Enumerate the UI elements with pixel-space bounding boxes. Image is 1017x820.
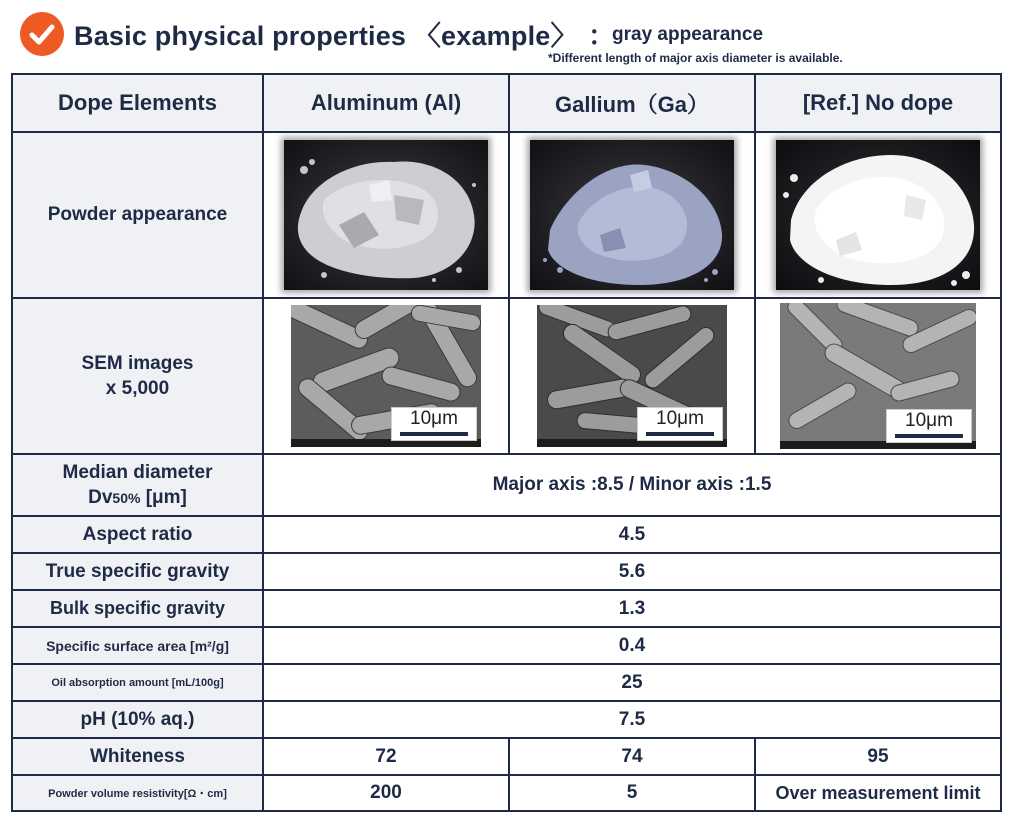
row-label-sem (12, 298, 263, 454)
oil-value: 25 (263, 664, 1001, 701)
resistivity-aluminum: 200 (263, 775, 509, 811)
row-label-whiteness: Whiteness (12, 738, 263, 775)
sem-image-aluminum (291, 305, 481, 447)
row-label-ph: pH (10% aq.) (12, 701, 263, 738)
sem-label-line2: x 5,000 (105, 378, 170, 399)
ssa-value: 0.4 (263, 627, 1001, 664)
resistivity-nodope: Over measurement limit (755, 775, 1001, 811)
table-row (12, 553, 1001, 590)
scale-bar (646, 432, 714, 436)
sem-image-gallium (537, 305, 727, 447)
scale-bar-label: 10μm (391, 407, 477, 441)
median-value: Major axis :8.5 / Minor axis :1.5 (263, 454, 1001, 516)
row-label-oil: Oil absorption amount [mL/100g] (12, 664, 263, 701)
scale-bar-label: 10μm (637, 407, 723, 441)
table-row (12, 775, 1001, 811)
properties-table (11, 73, 1002, 812)
median-label-line1: Median diameter (62, 461, 213, 483)
powder-photo-gallium (530, 140, 734, 290)
resistivity-gallium: 5 (509, 775, 755, 811)
column-header-dope: Dope Elements (12, 74, 263, 132)
powder-photo-gallium-cell (509, 132, 755, 298)
column-header-gallium: Gallium（Ga） (509, 74, 755, 132)
column-header-aluminum: Aluminum (Al) (263, 74, 509, 132)
whiteness-aluminum: 72 (263, 738, 509, 775)
sem-label-line1: SEM images (81, 353, 194, 374)
table-row (12, 132, 1001, 298)
row-label-powder: Powder appearance (12, 132, 263, 298)
true-sg-value: 5.6 (263, 553, 1001, 590)
whiteness-gallium: 74 (509, 738, 755, 775)
table-row (12, 590, 1001, 627)
powder-photo-aluminum-cell (263, 132, 509, 298)
footnote: *Different length of major axis diameter is available. (548, 51, 843, 65)
row-label-median (12, 454, 263, 516)
powder-photo-nodope-cell (755, 132, 1001, 298)
row-label-true-sg: True specific gravity (12, 553, 263, 590)
table-row (12, 298, 1001, 454)
table-row (12, 701, 1001, 738)
bulk-sg-value: 1.3 (263, 590, 1001, 627)
table-header-row (12, 74, 1001, 132)
check-circle-icon (20, 12, 64, 56)
aspect-value: 4.5 (263, 516, 1001, 553)
median-label-line2: Dv50% [μm] (88, 486, 187, 508)
table-row (12, 516, 1001, 553)
powder-photo-nodope (776, 140, 980, 290)
title-colon: ： (588, 21, 615, 51)
row-label-resistivity: Powder volume resistivity[Ω・cm] (12, 775, 263, 811)
row-label-aspect: Aspect ratio (12, 516, 263, 553)
scale-bar (400, 432, 468, 436)
page-subtitle: gray appearance (612, 24, 764, 45)
table-row (12, 454, 1001, 516)
column-header-nodope: [Ref.] No dope (755, 74, 1001, 132)
table-row (12, 627, 1001, 664)
powder-photo-aluminum (284, 140, 488, 290)
sem-image-nodope (780, 303, 976, 449)
table-row (12, 738, 1001, 775)
sem-image-aluminum-cell (263, 298, 509, 454)
row-label-bulk-sg: Bulk specific gravity (12, 590, 263, 627)
page-header (0, 0, 1017, 70)
properties-table-container (11, 73, 1000, 813)
table-row (12, 664, 1001, 701)
sem-image-gallium-cell (509, 298, 755, 454)
scale-bar (895, 434, 963, 438)
scale-bar-label: 10μm (886, 409, 972, 443)
ph-value: 7.5 (263, 701, 1001, 738)
page-title: Basic physical properties 〈example〉 (74, 21, 578, 51)
sem-image-nodope-cell (755, 298, 1001, 454)
row-label-ssa: Specific surface area [m²/g] (12, 627, 263, 664)
whiteness-nodope: 95 (755, 738, 1001, 775)
